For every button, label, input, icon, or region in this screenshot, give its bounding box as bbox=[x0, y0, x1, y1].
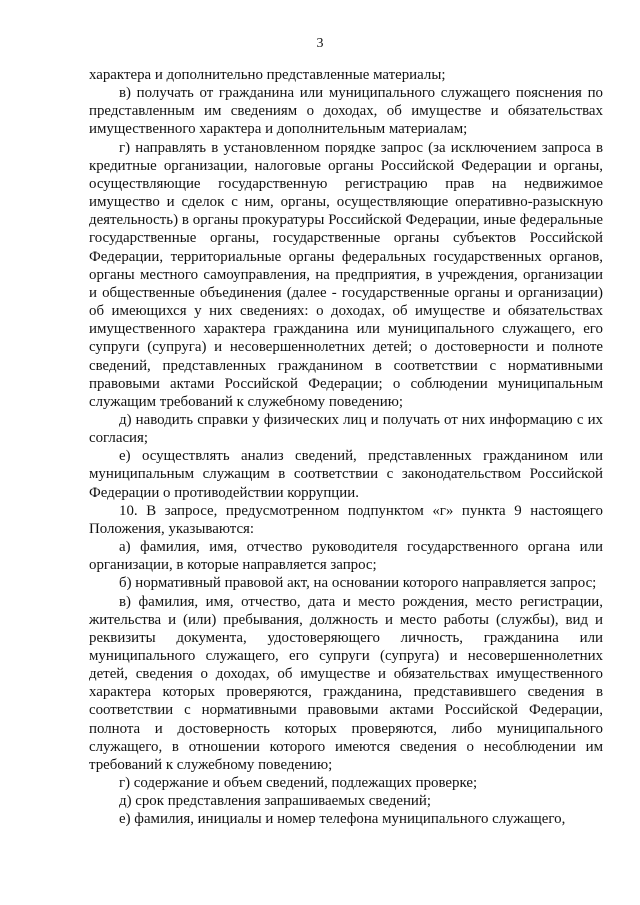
paragraph-continuation: характера и дополнительно представленные материалы; bbox=[89, 67, 446, 83]
paragraph-item-g: г) направлять в установленном порядке запрос (за исключением запроса в кредитные организации, налоговые органы Российской Федерации и органы, осуществляющие государственную регистрацию прав на недвижимое имущество и сделок с ним, органы, осуществляющие оперативно-разыскную деятельность) в органы прокуратуры Российской Федерации, иные федеральные государственные органы, государственные органы субъектов Российской Федерации, территориальные органы федеральных государственных органов, органы местного самоуправления, на предприятия, в учреждения, организации и общественные объединения (далее - государственные органы и организации) об имеющихся у них сведениях: о доходах, об имуществе и обязательствах имущественного характера гражданина или муниципального служащего, его супруги (супруга) и несовершеннолетних детей; о достоверности и полноте сведений, представленных гражданином в соответствии с нормативными правовыми актами Российской Федерации; о соблюдении муниципальным служащим требований к служебному поведению; bbox=[89, 139, 603, 410]
paragraph-item-v: в) получать от гражданина или муниципального служащего пояснения по представленным им сведениям о доходах, об имуществе и обязательствах имущественного характера и дополнительным материалам; bbox=[89, 85, 603, 138]
paragraph-item-d: д) наводить справки у физических лиц и получать от них информацию с их согласия; bbox=[89, 411, 603, 447]
page-number: 3 bbox=[316, 36, 324, 51]
paragraph-clause-10-e: е) фамилия, инициалы и номер телефона муниципального служащего, bbox=[119, 811, 566, 828]
paragraph-clause-10: 10. В запросе, предусмотренном подпунктом «г» пункта 9 настоящего Положения, указываются: bbox=[89, 502, 603, 537]
paragraph-item-e: е) осуществлять анализ сведений, представленных гражданином или муниципальным служащим в соответствии с законодательством Российской Федерации о противодействии коррупции. bbox=[89, 448, 603, 501]
document-body bbox=[89, 66, 603, 829]
paragraph-clause-10-b: б) нормативный правовой акт, на основании которого направляется запрос; bbox=[119, 575, 597, 592]
paragraph-clause-10-a: а) фамилия, имя, отчество руководителя государственного органа или организации, в которые направляется запрос; bbox=[89, 539, 603, 574]
paragraph-clause-10-d: д) срок представления запрашиваемых сведений; bbox=[119, 793, 432, 810]
paragraph-clause-10-v: в) фамилия, имя, отчество, дата и место рождения, место регистрации, жительства и (или) пребывания, должность и место работы (службы), вид и реквизиты документа, удостоверяющего личность, гражданина или муниципального служащего, его супруги (супруга) и несовершеннолетних детей, сведения о доходах, об имуществе и обязательствах имущественного характера которых проверяются, гражданина, представившего сведения в соответствии с нормативными правовыми актами Российской Федерации, полнота и достоверность которых проверяются, либо муниципального служащего, в отношении которого имеются сведения о несоблюдении им требований к служебному поведению; bbox=[89, 593, 603, 773]
paragraph-clause-10-g: г) содержание и объем сведений, подлежащих проверке; bbox=[119, 775, 478, 792]
